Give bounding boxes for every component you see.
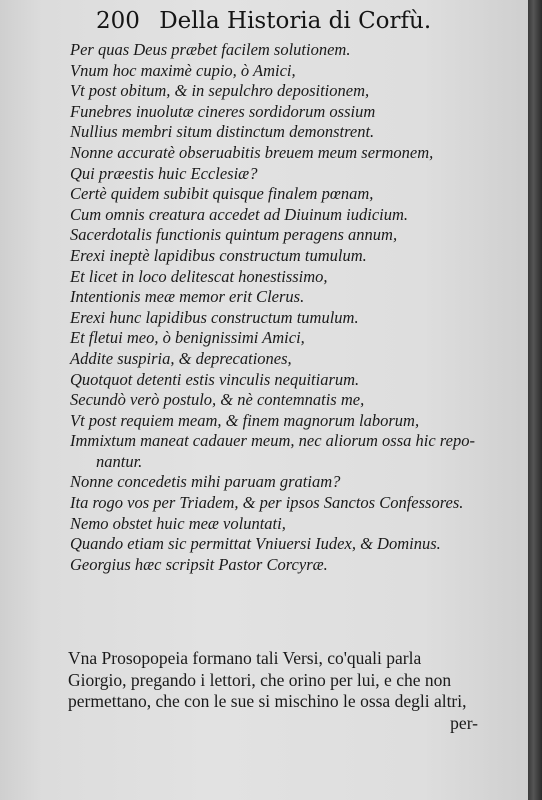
verse-line: Vt post obitum, & in sepulchro depositionem, [70,81,370,101]
verse-line: Vt post requiem meam, & finem magnorum laborum, [70,410,420,430]
verse-line: Cum omnis creatura accedet ad Diuinum iudicium. [70,204,409,224]
verse-line: Nonne accuratè obseruabitis breuem meum sermonem, [70,142,434,162]
prose-line: permettano, che con le sue si mischino le ossa degli altri, [68,691,467,711]
verse-line: Per quas Deus præbet facilem solutionem. [70,40,351,59]
verse-line: Immixtum maneat cadauer meum, nec aliorum ossa hic repo- [70,431,475,451]
verse-line-continuation: nantur. [96,451,143,471]
verse-line: Vnum hoc maximè cupio, ò Amici, [70,60,296,80]
running-title: Della Historia di Corfù. [159,8,432,34]
prose-line: Vna Prosopopeia formano tali Versi, co'quali parla [68,648,422,668]
catchword: per- [450,712,478,733]
prose-paragraph [68,648,508,734]
verse-line: Quotquot detenti estis vinculis nequitiarum. [70,369,360,389]
verse-line: Erexi hunc lapidibus constructum tumulum. [70,307,359,327]
verse-line: Nullius membri situm distinctum demonstrent. [70,122,375,142]
verse-line: Et fletui meo, ò benignissimi Amici, [70,328,305,348]
verse-line: Certè quidem subibit quisque finalem pœnam, [70,184,374,204]
verse-line: Erexi ineptè lapidibus constructum tumulum. [70,245,367,265]
verse-line: Nemo obstet huic meæ voluntati, [70,513,286,533]
page-number: 200 [96,8,140,34]
verse-line: Ita rogo vos per Triadem, & per ipsos Sanctos Confessores. [70,493,464,513]
facing-page-edge [528,0,542,800]
verse-line: Funebres inuolutæ cineres sordidorum ossium [70,101,376,121]
verse-line: Nonne concedetis mihi paruam gratiam? [70,472,341,492]
verse-line: Secundò verò postulo, & nè contemnatis me, [70,390,365,410]
verse-line: Georgius hæc scripsit Pastor Corcyræ. [70,554,328,574]
verse-line: Et licet in loco delitescat honestissimo, [70,266,328,286]
prose-line: Giorgio, pregando i lettori, che orino per lui, e che non [68,669,452,690]
epitaph-verse [70,40,520,575]
verse-line: Quando etiam sic permittat Vniuersi Iudex, & Dominus. [70,534,441,554]
verse-line: Sacerdotalis functionis quintum peragens annum, [70,225,398,245]
verse-line: Qui præestis huic Ecclesiæ? [70,163,258,183]
running-header [96,8,431,34]
verse-line: Addite suspiria, & deprecationes, [70,348,292,368]
verse-line: Intentionis meæ memor erit Clerus. [70,287,305,307]
